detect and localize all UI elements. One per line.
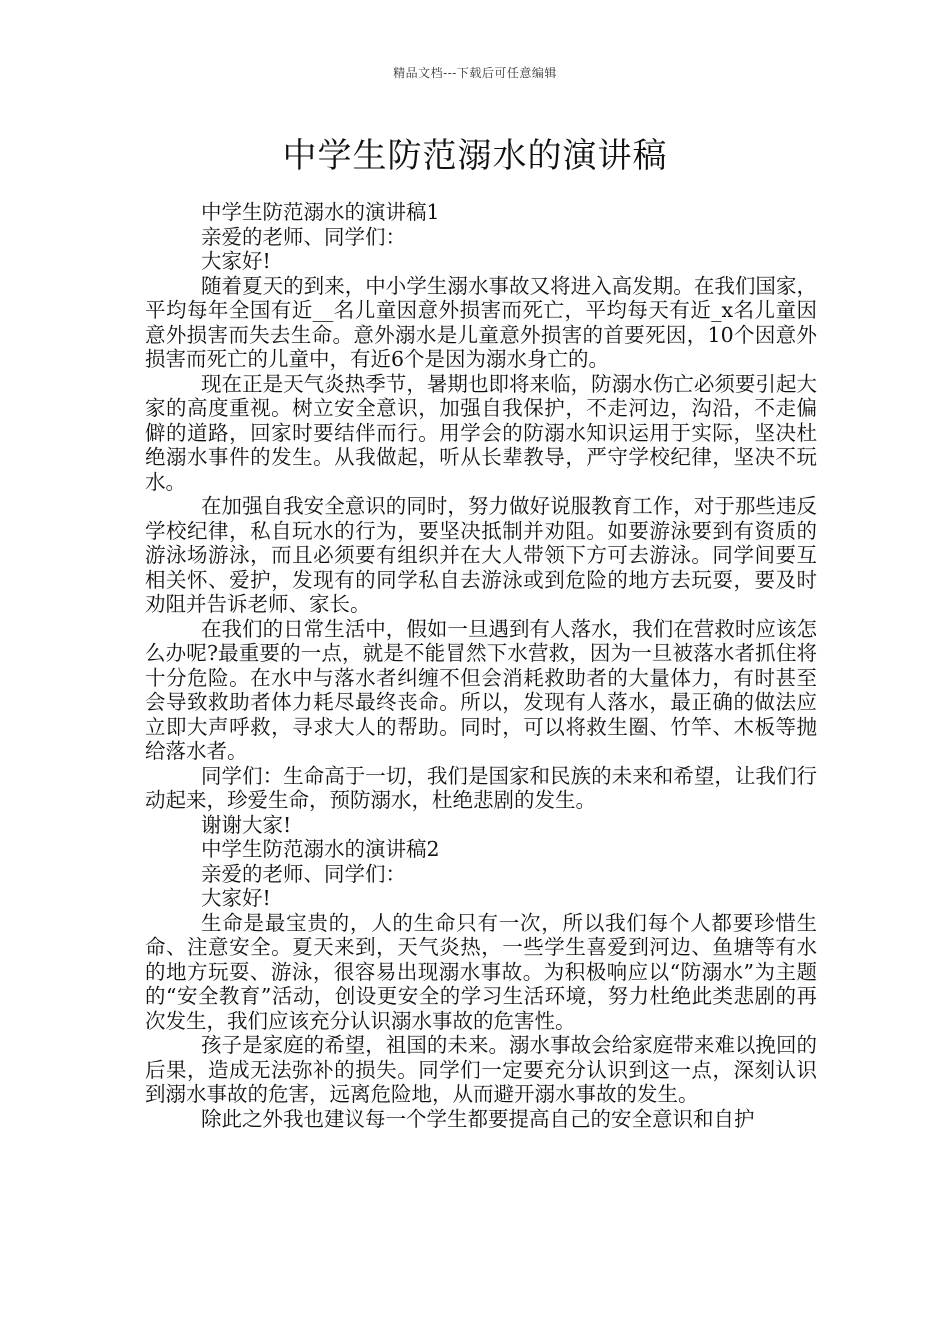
document-body — [145, 200, 817, 1131]
header-note: 精品文档---下载后可任意编辑 — [393, 66, 557, 80]
subtitle-speech-2: 中学生防范溺水的演讲稿2 — [201, 837, 440, 861]
subtitle-speech-1: 中学生防范溺水的演讲稿1 — [201, 200, 440, 224]
salutation: 亲爱的老师、同学们： — [201, 861, 406, 886]
body-paragraph: 在我们的日常生活中，假如一旦遇到有人落水，我们在营救时应该怎么办呢?最重要的一点，就是不能冒然下水营救，因为一旦被落水者抓住将十分危险。在水中与落水者纠缠不但会消耗救助者的大量体力，有时甚至会导致救助者体力耗尽最终丧命。所以，发现有人落水，最正确的做法应立即大声呼救，寻求大人的帮助。同时，可以将救生圈、竹竿、木板等抛给落水者。 — [145, 616, 817, 763]
body-paragraph: 在加强自我安全意识的同时，努力做好说服教育工作，对于那些违反学校纪律，私自玩水的行为，要坚决抵制并劝阻。如要游泳要到有资质的游泳场游泳，而且必须要有组织并在大人带领下方可去游泳。同学间要互相关怀、爱护，发现有的同学私自去游泳或到危险的地方去玩耍，要及时劝阻并告诉老师、家长。 — [145, 494, 817, 616]
greeting: 大家好! — [201, 886, 271, 910]
document-title: 中学生防范溺水的演讲稿 — [282, 136, 668, 176]
greeting: 大家好! — [201, 249, 271, 273]
body-paragraph: 现在正是天气炎热季节，暑期也即将来临，防溺水伤亡必须要引起大家的高度重视。树立安全意识，加强自我保护，不走河边，沟沿，不走偏僻的道路，回家时要结伴而行。用学会的防溺水知识运用于实际，坚决杜绝溺水事件的发生。从我做起，听从长辈教导，严守学校纪律，坚决不玩水。 — [145, 371, 817, 494]
body-paragraph: 同学们：生命高于一切，我们是国家和民族的未来和希望，让我们行动起来，珍爱生命，预防溺水，杜绝悲剧的发生。 — [145, 763, 817, 812]
body-paragraph: 除此之外我也建议每一个学生都要提高自己的安全意识和自护 — [201, 1106, 755, 1131]
closing-thanks: 谢谢大家! — [201, 812, 292, 837]
body-paragraph: 生命是最宝贵的，人的生命只有一次，所以我们每个人都要珍惜生命、注意安全。夏天来到，天气炎热，一些学生喜爱到河边、鱼塘等有水的地方玩耍、游泳，很容易出现溺水事故。为积极响应以“防溺水”为主题的“安全教育”活动，创设更安全的学习生活环境，努力杜绝此类悲剧的再次发生，我们应该充分认识溺水事故的危害性。 — [145, 910, 817, 1033]
salutation: 亲爱的老师、同学们： — [201, 224, 406, 249]
body-paragraph: 孩子是家庭的希望，祖国的未来。溺水事故会给家庭带来难以挽回的后果，造成无法弥补的损失。同学们一定要充分认识到这一点，深刻认识到溺水事故的危害，远离危险地，从而避开溺水事故的发生。 — [145, 1033, 817, 1106]
body-paragraph: 随着夏天的到来，中小学生溺水事故又将进入高发期。在我们国家，平均每年全国有近__名儿童因意外损害而死亡，平均每天有近_x名儿童因意外损害而失去生命。意外溺水是儿童意外损害的首要死因，10个因意外损害而死亡的儿童中，有近6个是因为溺水身亡的。 — [145, 273, 817, 371]
